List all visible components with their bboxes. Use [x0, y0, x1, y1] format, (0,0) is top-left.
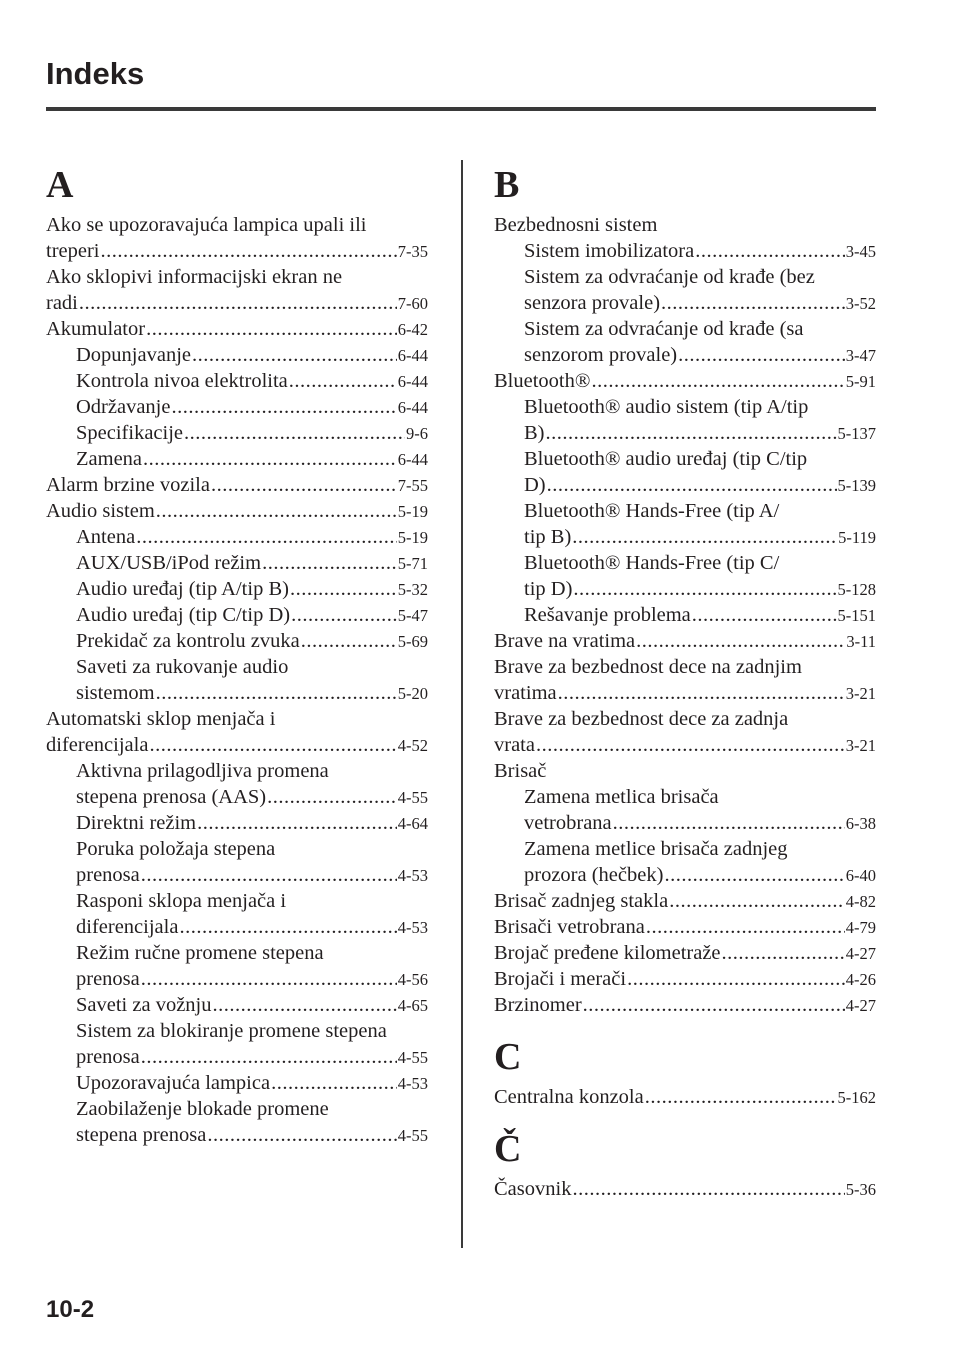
index-entry-sistem-imobilizatora[interactable]	[494, 238, 876, 264]
entry-text: Brzinomer	[494, 994, 582, 1016]
entry-text: D)	[524, 474, 546, 496]
section-spacer	[494, 1110, 876, 1122]
entry-text: vratima	[494, 682, 557, 704]
index-entry-zaobilazenje-blokade-promene[interactable]	[46, 1096, 428, 1148]
dot-leader	[573, 576, 836, 602]
index-entry-audio-sistem[interactable]	[46, 498, 428, 524]
dot-leader	[558, 680, 845, 706]
entry-text: Brisač	[494, 760, 547, 782]
page-reference[interactable]: 7-55	[397, 476, 428, 495]
index-entry-poruka-polozaja-stepena[interactable]	[46, 836, 428, 888]
dot-leader	[141, 862, 397, 888]
entry-line	[76, 966, 428, 992]
index-entry-brave-za-bezbednost-dece-na-zadnjim[interactable]	[494, 654, 876, 706]
index-entry-centralna-konzola[interactable]	[494, 1084, 876, 1110]
entry-line	[76, 784, 428, 810]
entry-text: Kontrola nivoa elektrolita	[76, 370, 288, 392]
index-entry-brave-za-bezbednost-dece-za-zadnja[interactable]	[494, 706, 876, 758]
entry-text: Automatski sklop menjača i	[46, 708, 276, 730]
page-reference[interactable]: 5-128	[837, 580, 876, 599]
page-reference[interactable]: 4-55	[397, 1126, 428, 1145]
entry-text: Audio uređaj (tip A/tip B)	[76, 578, 289, 600]
dot-leader	[692, 602, 837, 628]
entry-line	[46, 238, 428, 264]
index-entry-direktni-rezim[interactable]	[46, 810, 428, 836]
entry-line	[494, 940, 876, 966]
entry-text: Zamena metlica brisača	[524, 786, 719, 808]
entry-text: Rešavanje problema	[524, 604, 691, 626]
dot-leader	[661, 290, 845, 316]
entry-line	[76, 992, 428, 1018]
entry-text: Audio uređaj (tip C/tip D)	[76, 604, 291, 626]
dot-leader	[192, 342, 397, 368]
page-reference[interactable]: 5-19	[397, 528, 428, 547]
dot-leader	[301, 628, 397, 654]
index-entry-prekidac-za-kontrolu-zvuka[interactable]	[46, 628, 428, 654]
entry-line	[46, 472, 428, 498]
entry-text: prenosa	[76, 1046, 140, 1068]
entry-line	[76, 342, 428, 368]
entry-text: Upozoravajuća lampica	[76, 1072, 271, 1094]
entry-line	[524, 472, 876, 498]
page-reference[interactable]: 6-44	[397, 346, 428, 365]
entry-text: Dopunjavanje	[76, 344, 191, 366]
entry-line	[494, 1176, 876, 1202]
index-entry-rezim-rucne-promene-stepena[interactable]	[46, 940, 428, 992]
entry-line	[76, 628, 428, 654]
dot-leader	[262, 550, 397, 576]
entry-text: Brave za bezbednost dece za zadnja	[494, 708, 789, 730]
entry-text: Direktni režim	[76, 812, 197, 834]
page-reference[interactable]: 4-64	[397, 814, 428, 833]
entry-line	[76, 446, 428, 472]
index-entry-specifikacije[interactable]	[46, 420, 428, 446]
entry-line	[494, 732, 876, 758]
index-entry-audio-ure-aj-tip-a-tip-b[interactable]	[46, 576, 428, 602]
entry-line	[46, 290, 428, 316]
index-entry-bluetooth[interactable]	[494, 368, 876, 394]
left-column	[46, 158, 428, 1148]
dot-leader	[267, 784, 397, 810]
dot-leader	[289, 368, 397, 394]
entry-text: Brisači vetrobrana	[494, 916, 645, 938]
entry-line	[76, 1122, 428, 1148]
entry-line	[76, 524, 428, 550]
index-entry-bezbednosni-sistem[interactable]	[494, 212, 876, 238]
page-reference[interactable]: 5-36	[845, 1180, 876, 1199]
entry-text: Alarm brzine vozila	[46, 474, 210, 496]
dot-leader	[546, 420, 837, 446]
entry-line	[46, 706, 428, 732]
entry-line	[524, 394, 876, 420]
dot-leader	[207, 1122, 396, 1148]
section-letter: B	[494, 164, 520, 206]
dot-leader	[184, 420, 405, 446]
index-entry-bluetooth-hands-free-tip-a[interactable]	[494, 498, 876, 550]
entry-text: Održavanje	[76, 396, 171, 418]
entry-text: prenosa	[76, 968, 140, 990]
index-entry-brisac-zadnjeg-stakla[interactable]	[494, 888, 876, 914]
entry-line	[524, 498, 876, 524]
entry-text: Bluetooth® audio uređaj (tip C/tip	[524, 448, 808, 470]
entry-text: Antena	[76, 526, 136, 548]
entry-line	[76, 654, 428, 680]
entry-text: vrata	[494, 734, 535, 756]
page-reference[interactable]: 9-6	[406, 424, 428, 443]
entry-text: Akumulator	[46, 318, 146, 340]
dot-leader	[613, 810, 845, 836]
dot-leader	[536, 732, 845, 758]
page-reference[interactable]: 5-151	[837, 606, 876, 625]
entry-text: Centralna konzola	[494, 1086, 644, 1108]
entry-text: stepena prenosa (AAS)	[76, 786, 267, 808]
entry-line	[76, 394, 428, 420]
section-spacer	[494, 1018, 876, 1030]
entry-text: Brave za bezbednost dece na zadnjim	[494, 656, 802, 678]
page-reference[interactable]: 5-137	[837, 424, 876, 443]
dot-leader	[141, 1044, 397, 1070]
index-entry-brojac-pre-ene-kilometraze[interactable]	[494, 940, 876, 966]
index-entry-saveti-za-rukovanje-audio[interactable]	[46, 654, 428, 706]
page-reference[interactable]: 4-55	[397, 788, 428, 807]
entry-line	[524, 550, 876, 576]
section-letter: A	[46, 164, 74, 206]
dot-leader	[156, 680, 397, 706]
entry-line	[494, 1084, 876, 1110]
dot-leader	[171, 394, 396, 420]
page-reference[interactable]: 5-119	[838, 528, 876, 547]
page-reference[interactable]: 5-162	[837, 1088, 876, 1107]
entry-text: Poruka položaja stepena	[76, 838, 276, 860]
dot-leader	[271, 1070, 397, 1096]
index-entry-bluetooth-hands-free-tip-c[interactable]	[494, 550, 876, 602]
entry-line	[76, 810, 428, 836]
index-entry-brojaci-i-meraci[interactable]	[494, 966, 876, 992]
entry-line	[76, 420, 428, 446]
entry-text: treperi	[46, 240, 100, 262]
page-reference[interactable]: 6-44	[397, 398, 428, 417]
entry-text: Sistem za blokiranje promene stepena	[76, 1020, 387, 1042]
index-entry-zamena[interactable]	[46, 446, 428, 472]
entry-line	[76, 940, 428, 966]
index-entry-bluetooth-audio-sistem-tip-a-tip[interactable]	[494, 394, 876, 446]
entry-text: Aktivna prilagodljiva promena	[76, 760, 329, 782]
entry-line	[524, 342, 876, 368]
page-reference[interactable]: 5-71	[397, 554, 428, 573]
entry-text: Bluetooth® audio sistem (tip A/tip	[524, 396, 809, 418]
index-entry-aux-usb-ipod-rezim[interactable]	[46, 550, 428, 576]
right-column	[494, 158, 876, 1202]
dot-leader	[141, 966, 397, 992]
dot-leader	[290, 576, 397, 602]
entry-line	[524, 290, 876, 316]
entry-text: Zamena metlice brisača zadnjeg	[524, 838, 788, 860]
index-entry-zamena-metlica-brisaca[interactable]	[494, 784, 876, 836]
index-entry-alarm-brzine-vozila[interactable]	[46, 472, 428, 498]
entry-text: Brave na vratima	[494, 630, 636, 652]
entry-text: diferencijala	[46, 734, 149, 756]
page-reference[interactable]: 4-53	[397, 918, 428, 937]
entry-line	[76, 1096, 428, 1122]
entry-line	[46, 316, 428, 342]
entry-line	[524, 420, 876, 446]
entry-text: sistemom	[76, 682, 155, 704]
entry-line	[524, 602, 876, 628]
dot-leader	[695, 238, 845, 264]
page-reference[interactable]: 3-52	[845, 294, 876, 313]
page-reference[interactable]: 3-45	[845, 242, 876, 261]
entry-text: Prekidač za kontrolu zvuka	[76, 630, 300, 652]
entry-text: vetrobrana	[524, 812, 612, 834]
page-reference[interactable]: 6-44	[397, 372, 428, 391]
entry-text: Zaobilaženje blokade promene	[76, 1098, 329, 1120]
entry-line	[46, 498, 428, 524]
index-entry-audio-ure-aj-tip-c-tip-d[interactable]	[46, 602, 428, 628]
entry-line	[494, 992, 876, 1018]
page-reference[interactable]: 4-65	[397, 996, 428, 1015]
dot-leader	[197, 810, 397, 836]
entry-line	[494, 888, 876, 914]
dot-leader	[79, 290, 397, 316]
entry-text: tip B)	[524, 526, 572, 548]
dot-leader	[211, 472, 397, 498]
entry-text: Bluetooth® Hands-Free (tip C/	[524, 552, 780, 574]
entry-line	[76, 1018, 428, 1044]
entry-line	[524, 862, 876, 888]
index-entry-casovnik[interactable]	[494, 1176, 876, 1202]
entry-line	[76, 1070, 428, 1096]
page-reference[interactable]: 7-35	[397, 242, 428, 261]
entry-text: Bluetooth® Hands-Free (tip A/	[524, 500, 780, 522]
entry-text: Bezbednosni sistem	[494, 214, 658, 236]
entry-line	[494, 758, 876, 784]
dot-leader	[156, 498, 397, 524]
section-letter: Č	[494, 1128, 522, 1170]
index-entry-saveti-za-voznju[interactable]	[46, 992, 428, 1018]
entry-text: Bluetooth®	[494, 370, 591, 392]
page-reference[interactable]: 5-19	[397, 502, 428, 521]
page-reference[interactable]: 6-38	[845, 814, 876, 833]
page-reference[interactable]: 5-47	[397, 606, 428, 625]
entry-line	[494, 368, 876, 394]
index-entry-zamena-metlice-brisaca-zadnjeg[interactable]	[494, 836, 876, 888]
entry-line	[46, 732, 428, 758]
index-entry-resavanje-problema[interactable]	[494, 602, 876, 628]
page-reference[interactable]: 4-27	[845, 944, 876, 963]
page-reference[interactable]: 3-11	[846, 632, 876, 651]
entry-line	[524, 238, 876, 264]
entry-line	[524, 524, 876, 550]
page-reference[interactable]: 4-26	[845, 970, 876, 989]
dot-leader	[149, 732, 396, 758]
entry-text: senzora provale)	[524, 292, 661, 314]
dot-leader	[636, 628, 845, 654]
index-entry-brave-na-vratima[interactable]	[494, 628, 876, 654]
entry-line	[76, 576, 428, 602]
entry-text: Brisač zadnjeg stakla	[494, 890, 669, 912]
header-rule	[46, 107, 876, 111]
page-reference[interactable]: 4-79	[845, 918, 876, 937]
entry-text: Audio sistem	[46, 500, 155, 522]
entry-text: prozora (hečbek)	[524, 864, 664, 886]
dot-leader	[645, 1084, 837, 1110]
page-reference[interactable]: 5-20	[397, 684, 428, 703]
entry-text: Specifikacije	[76, 422, 184, 444]
dot-leader	[591, 368, 844, 394]
dot-leader	[547, 472, 837, 498]
entry-line	[524, 264, 876, 290]
entry-text: B)	[524, 422, 545, 444]
entry-text: Brojači i merači	[494, 968, 627, 990]
entry-text: AUX/USB/iPod režim	[76, 552, 262, 574]
page-reference[interactable]: 6-40	[845, 866, 876, 885]
index-entry-sistem-za-odvracanje-od-kra-e-sa[interactable]	[494, 316, 876, 368]
index-entry-aktivna-prilagodljiva-promena[interactable]	[46, 758, 428, 810]
index-entry-akumulator[interactable]	[46, 316, 428, 342]
dot-leader	[143, 446, 397, 472]
page-reference[interactable]: 4-52	[397, 736, 428, 755]
dot-leader	[722, 940, 845, 966]
dot-leader	[101, 238, 397, 264]
entry-line	[76, 862, 428, 888]
entry-text: tip D)	[524, 578, 573, 600]
dot-leader	[678, 342, 845, 368]
page-reference[interactable]: 5-69	[397, 632, 428, 651]
entry-line	[494, 706, 876, 732]
page-reference[interactable]: 5-139	[837, 476, 876, 495]
index-entry-sistem-za-odvracanje-od-kra-e-bez[interactable]	[494, 264, 876, 316]
dot-leader	[646, 914, 845, 940]
index-entry-ako-se-upozoravajuca-lampica-upali-ili[interactable]	[46, 212, 428, 264]
index-entry-brisaci-vetrobrana[interactable]	[494, 914, 876, 940]
section-letter: C	[494, 1036, 522, 1078]
dot-leader	[627, 966, 845, 992]
page-title: Indeks	[46, 56, 145, 91]
page-reference[interactable]: 4-55	[397, 1048, 428, 1067]
entry-line	[494, 628, 876, 654]
page-reference[interactable]: 3-21	[845, 736, 876, 755]
entry-text: Režim ručne promene stepena	[76, 942, 324, 964]
page-reference[interactable]: 5-91	[845, 372, 876, 391]
entry-line	[76, 758, 428, 784]
entry-text: Sistem za odvraćanje od krađe (bez	[524, 266, 815, 288]
dot-leader	[664, 862, 844, 888]
page-reference[interactable]: 7-60	[397, 294, 428, 313]
entry-line	[494, 914, 876, 940]
page-reference[interactable]: 4-56	[397, 970, 428, 989]
entry-text: Ako sklopivi informacijski ekran ne	[46, 266, 343, 288]
entry-text: prenosa	[76, 864, 140, 886]
entry-line	[524, 316, 876, 342]
index-entry-antena[interactable]	[46, 524, 428, 550]
page-reference[interactable]: 6-44	[397, 450, 428, 469]
entry-line	[76, 914, 428, 940]
page-reference[interactable]: 4-27	[845, 996, 876, 1015]
entry-text: Saveti za rukovanje audio	[76, 656, 289, 678]
page-reference[interactable]: 4-53	[397, 866, 428, 885]
dot-leader	[212, 992, 396, 1018]
entry-line	[524, 784, 876, 810]
index-entry-dopunjavanje[interactable]	[46, 342, 428, 368]
entry-line	[494, 212, 876, 238]
index-entry-sistem-za-blokiranje-promene-stepena[interactable]	[46, 1018, 428, 1070]
entry-line	[494, 680, 876, 706]
entry-line	[76, 836, 428, 862]
entry-text: Časovnik	[494, 1178, 572, 1200]
entry-text: Zamena	[76, 448, 143, 470]
entry-text: Rasponi sklopa menjača i	[76, 890, 287, 912]
page-reference[interactable]: 6-42	[397, 320, 428, 339]
index-entry-rasponi-sklopa-menjaca-i[interactable]	[46, 888, 428, 940]
dot-leader	[291, 602, 397, 628]
index-entry-upozoravajuca-lampica[interactable]	[46, 1070, 428, 1096]
dot-leader	[669, 888, 845, 914]
page-reference[interactable]: 3-21	[845, 684, 876, 703]
entry-text: stepena prenosa	[76, 1124, 207, 1146]
column-divider	[461, 160, 463, 1248]
index-entry-brzinomer[interactable]	[494, 992, 876, 1018]
entry-line	[524, 576, 876, 602]
index-entry-ako-sklopivi-informacijski-ekran-ne[interactable]	[46, 264, 428, 316]
entry-line	[76, 1044, 428, 1070]
index-entry-kontrola-nivoa-elektrolita[interactable]	[46, 368, 428, 394]
entry-line	[46, 212, 428, 238]
page-number: 10-2	[46, 1296, 95, 1323]
entry-line	[46, 264, 428, 290]
index-entry-automatski-sklop-menjaca-i[interactable]	[46, 706, 428, 758]
entry-line	[76, 368, 428, 394]
page-reference[interactable]: 5-32	[397, 580, 428, 599]
entry-line	[524, 836, 876, 862]
dot-leader	[179, 914, 396, 940]
index-entry-brisac[interactable]	[494, 758, 876, 784]
dot-leader	[136, 524, 397, 550]
dot-leader	[572, 524, 837, 550]
entry-text: Sistem imobilizatora	[524, 240, 695, 262]
entry-line	[76, 680, 428, 706]
entry-text: Saveti za vožnju	[76, 994, 212, 1016]
entry-text: Brojač pređene kilometraže	[494, 942, 721, 964]
index-entry-bluetooth-audio-ure-aj-tip-c-tip[interactable]	[494, 446, 876, 498]
entry-line	[76, 888, 428, 914]
entry-text: Ako se upozoravajuća lampica upali ili	[46, 214, 367, 236]
dot-leader	[572, 1176, 844, 1202]
entry-text: Sistem za odvraćanje od krađe (sa	[524, 318, 804, 340]
entry-line	[494, 966, 876, 992]
page-reference[interactable]: 4-82	[845, 892, 876, 911]
entry-line	[76, 602, 428, 628]
entry-line	[494, 654, 876, 680]
entry-line	[524, 810, 876, 836]
entry-text: senzorom provale)	[524, 344, 678, 366]
entry-line	[524, 446, 876, 472]
entry-text: radi	[46, 292, 78, 314]
entry-line	[76, 550, 428, 576]
dot-leader	[146, 316, 397, 342]
page-reference[interactable]: 4-53	[397, 1074, 428, 1093]
dot-leader	[583, 992, 845, 1018]
entry-text: diferencijala	[76, 916, 179, 938]
index-entry-odrzavanje[interactable]	[46, 394, 428, 420]
page-reference[interactable]: 3-47	[845, 346, 876, 365]
